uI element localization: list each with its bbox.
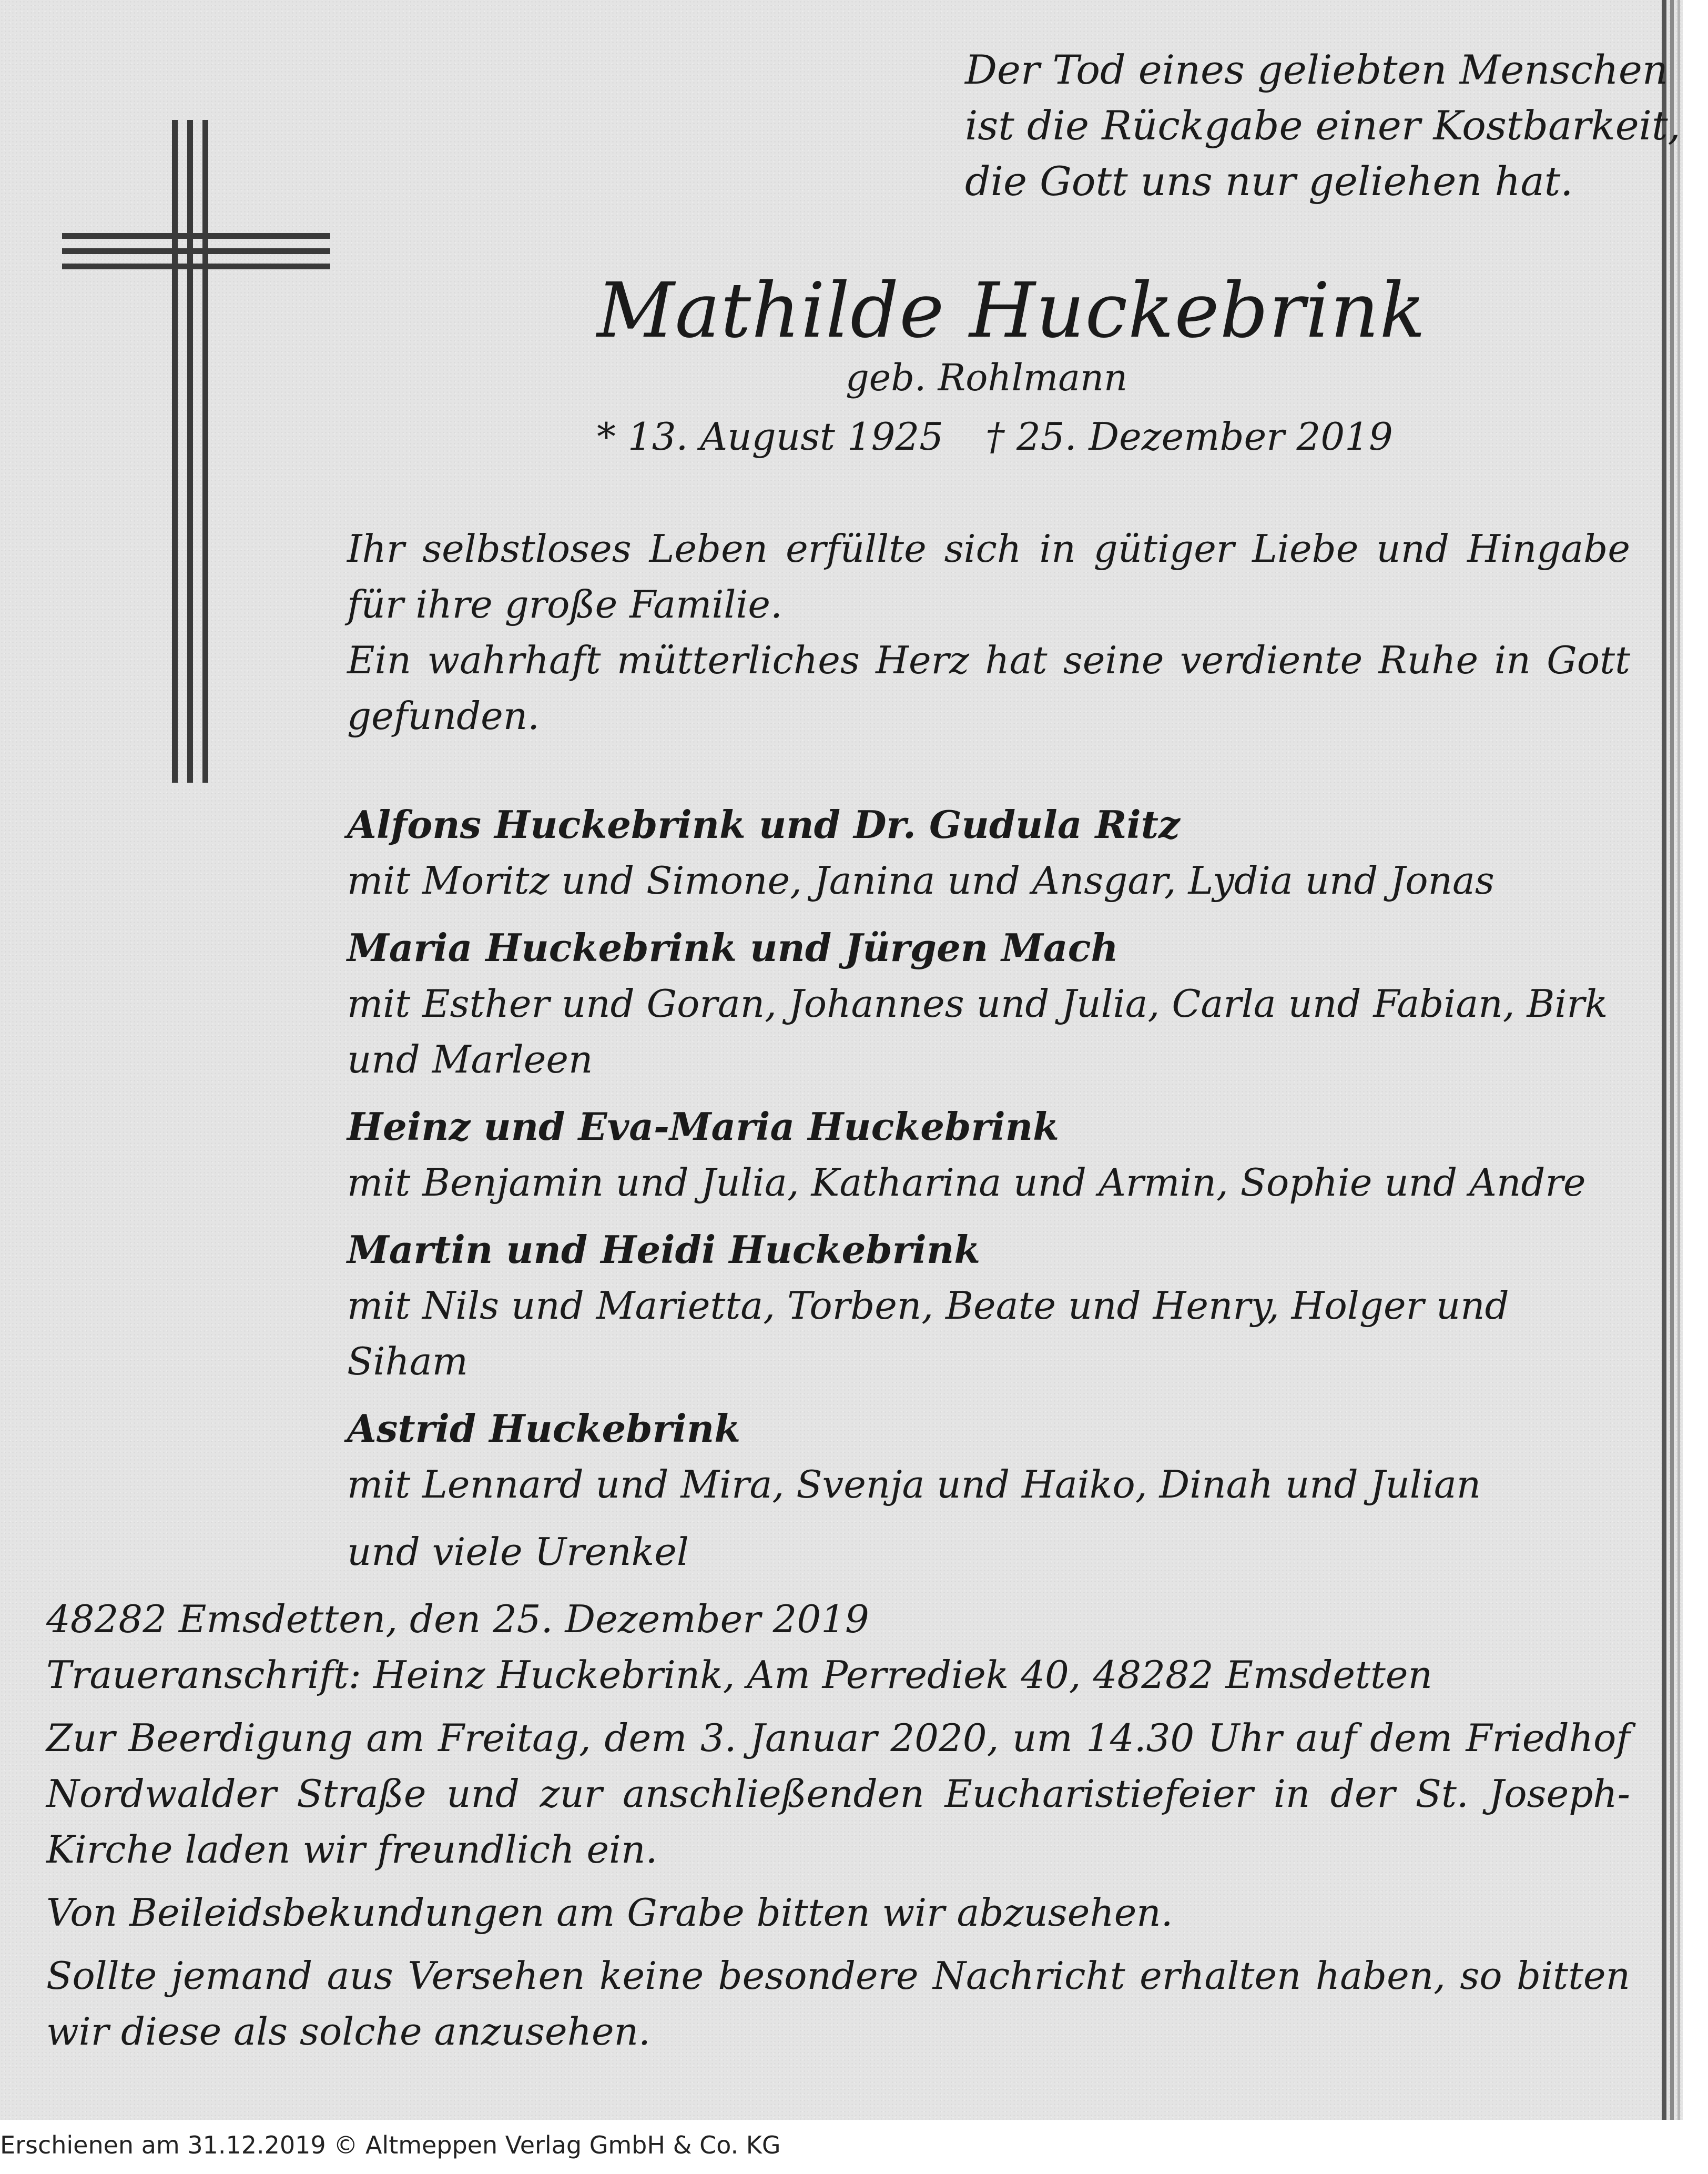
family-children: mit Moritz und Simone, Janina und Ansgar, Lydia und Jonas (347, 858, 1494, 903)
memorial-quote: Der Tod eines geliebten Menschen ist die Rückgabe einer Kostbarkeit, die Gott uns nur geliehen hat. (965, 46, 1681, 205)
great-grandchildren: und viele Urenkel (347, 1530, 689, 1574)
family-head: Heinz und Eva-Maria Huckebrink (347, 1104, 1059, 1149)
life-dates (597, 410, 1393, 463)
family-entry (347, 1222, 1630, 1389)
family-children: mit Nils und Marietta, Torben, Beate und Henry, Holger und Siham (347, 1283, 1509, 1383)
cross-horizontal-line-3 (62, 264, 330, 269)
tribute-line-2: Ein wahrhaft mütterliches Herz hat seine verdiente Ruhe in Gott gefunden. (347, 638, 1630, 738)
family-children: mit Benjamin und Julia, Katharina und Armin, Sophie und Andre (347, 1160, 1586, 1205)
family-list (347, 797, 1630, 1580)
cross-vertical-line-2 (187, 120, 193, 783)
mourning-address: Traueranschrift: Heinz Huckebrink, Am Perrediek 40, 48282 Emsdetten (46, 1653, 1432, 1697)
family-children: mit Lennard und Mira, Svenja und Haiko, Dinah und Julian (347, 1462, 1481, 1506)
funeral-details (46, 1591, 1630, 2067)
funeral-invitation: Zur Beerdigung am Freitag, dem 3. Januar 2020, um 14.30 Uhr auf dem Friedhof Nordwalder Straße und zur anschließenden Eucharistiefeier in der St. Joseph-Kirche laden wir freundlich ein. (46, 1716, 1630, 1872)
publication-footer: Erschienen am 31.12.2019 © Altmeppen Verlag GmbH & Co. KG (0, 2131, 781, 2159)
family-head: Astrid Huckebrink (347, 1406, 741, 1451)
family-entry (347, 1401, 1630, 1512)
card-edge-dark (1662, 0, 1666, 2120)
notice-text: Sollte jemand aus Versehen keine besondere Nachricht erhalten haben, so bitten wir diese als solche anzusehen. (46, 1954, 1630, 2054)
condolence-note: Von Beileidsbekundungen am Grabe bitten wir abzusehen. (46, 1890, 1173, 1935)
family-entry (347, 1099, 1630, 1210)
deceased-name: Mathilde Huckebrink (597, 266, 1426, 355)
death-date: † 25. Dezember 2019 (985, 414, 1393, 459)
cross-horizontal-line-2 (62, 248, 330, 254)
birth-name: geb. Rohlmann (846, 356, 1128, 399)
family-head: Alfons Huckebrink und Dr. Gudula Ritz (347, 802, 1180, 847)
birth-date: * 13. August 1925 (597, 414, 944, 459)
place-and-date: 48282 Emsdetten, den 25. Dezember 2019 (46, 1597, 869, 1641)
cross-horizontal-line-1 (62, 233, 330, 239)
tribute-line-1: Ihr selbstloses Leben erfüllte sich in gütiger Liebe und Hingabe für ihre große Familie. (347, 527, 1630, 626)
card-edge-light (1678, 0, 1680, 2120)
family-children: mit Esther und Goran, Johannes und Julia, Carla und Fabian, Birk und Marleen (347, 982, 1608, 1081)
family-entry (347, 797, 1630, 908)
family-head: Martin und Heidi Huckebrink (347, 1227, 981, 1272)
family-head: Maria Huckebrink und Jürgen Mach (347, 925, 1119, 970)
cross-vertical-line-1 (172, 120, 178, 783)
tribute-text (347, 521, 1630, 744)
cross-vertical-line-3 (202, 120, 208, 783)
card-edge-mid (1670, 0, 1674, 2120)
family-entry (347, 920, 1630, 1087)
latin-cross-icon (62, 120, 330, 783)
